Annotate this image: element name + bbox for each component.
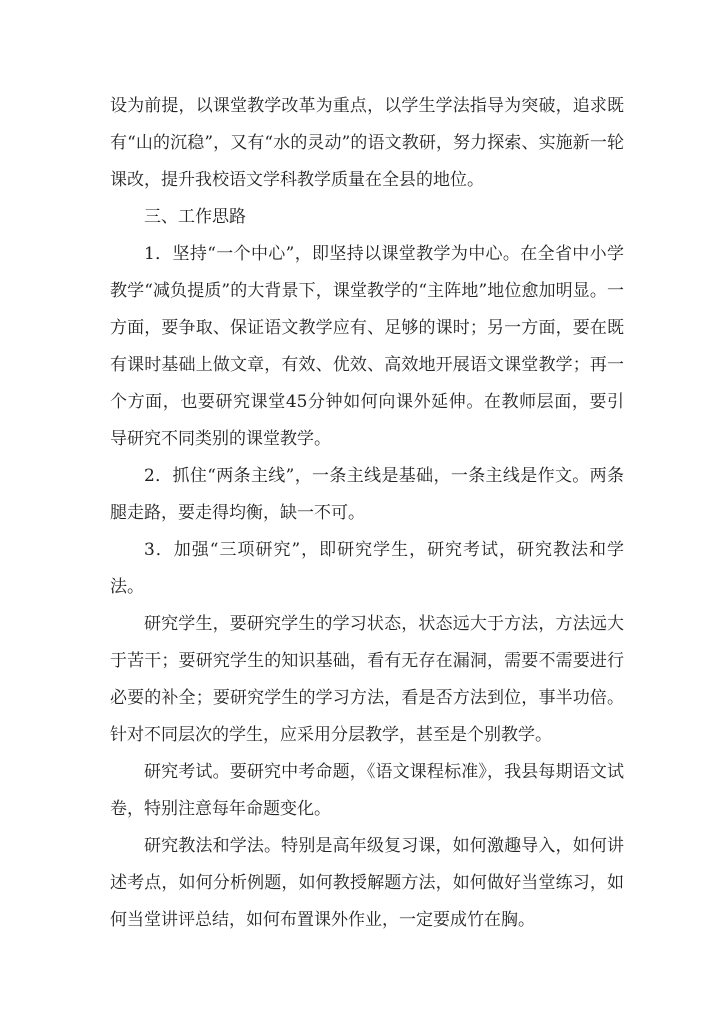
- paragraph-research-students: 研究学生，要研究学生的学习状态，状态远大于方法，方法远大于苦干；要研究学生的知识基础，看有无存在漏洞，需要不需要进行必要的补全；要研究学生的学习方法，看是否方法到位，事半功倍。针对不同层次的学生，应采用分层教学，甚至是个别教学。: [110, 614, 624, 745]
- paragraph-item-2: 2．抓住“两条主线”，一条主线是基础，一条主线是作文。两条腿走路，要走得均衡，缺一不可。: [110, 466, 624, 523]
- paragraph-item-1: 1．坚持“一个中心”，即坚持以课堂教学为中心。在全省中小学教学“减负提质”的大背景下，课堂教学的“主阵地”地位愈加明显。一方面，要争取、保证语文教学应有、足够的课时；另一方面，要在既有课时基础上做文章，有效、优效、高效地开展语文课堂教学；再一个方面，也要研究课堂45分钟如何向课外延伸。在教师层面，要引导研究不同类别的课堂教学。: [110, 244, 624, 449]
- paragraph-research-exams: 研究考试。要研究中考命题，《语文课程标准》，我县每期语文试卷，特别注意每年命题变化。: [110, 762, 624, 819]
- section-heading-work-ideas: 三、工作思路: [144, 207, 246, 227]
- document-body: [110, 88, 624, 939]
- paragraph-research-methods: 研究教法和学法。特别是高年级复习课，如何激趣导入，如何讲述考点，如何分析例题，如何教授解题方法，如何做好当堂练习，如何当堂讲评总结，如何布置课外作业，一定要成竹在胸。: [110, 836, 624, 930]
- paragraph-intro-continuation: 设为前提，以课堂教学改革为重点，以学生学法指导为突破，追求既有“山的沉稳”，又有“水的灵动”的语文教研，努力探索、实施新一轮课改，提升我校语文学科教学质量在全县的地位。: [110, 96, 624, 190]
- paragraph-item-3: 3．加强“三项研究”，即研究学生，研究考试，研究教法和学法。: [110, 540, 624, 597]
